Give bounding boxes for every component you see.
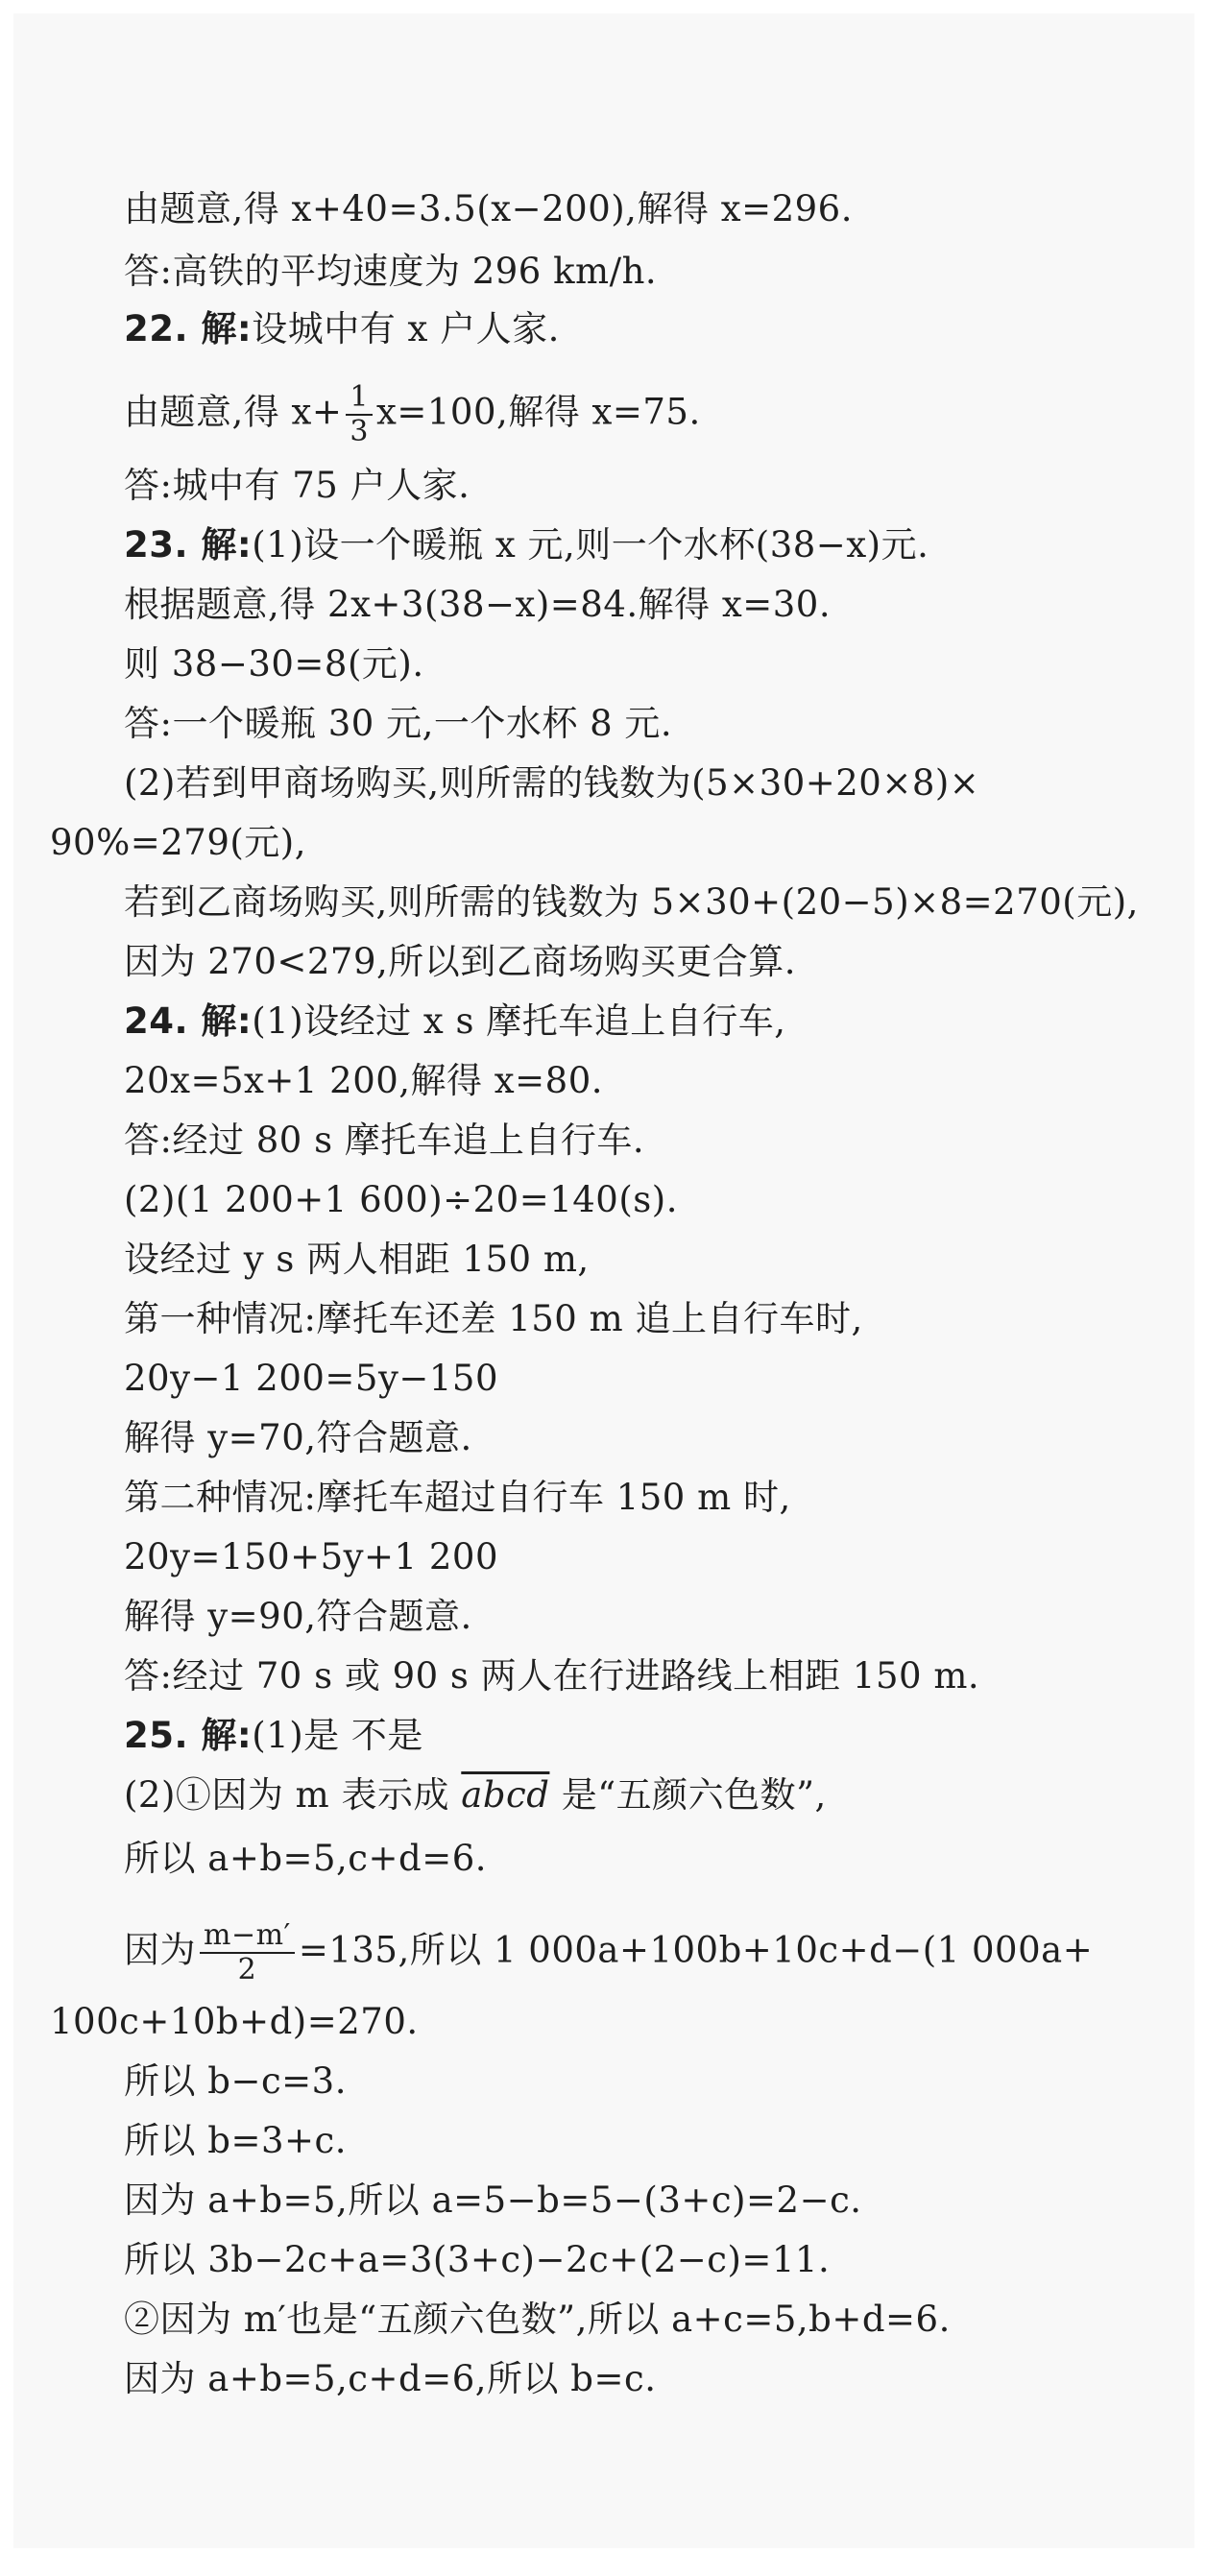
fraction: $\frac{m-m'}{2}$ [200,1919,295,1986]
text-line: 所以 b=3+c. [124,2120,347,2161]
text-line: 第一种情况:摩托车还差 150 m 追上自行车时, [124,1298,863,1339]
text-line: 所以 3b−2c+a=3(3+c)−2c+(2−c)=11. [124,2239,831,2280]
answer-page [13,13,1194,2548]
text-line: (2)若到甲商场购买,则所需的钱数为(5×30+20×8)× [124,762,980,804]
text-line: 则 38−30=8(元). [124,643,424,685]
text-line: 因为 a+b=5,所以 a=5−b=5−(3+c)=2−c. [124,2179,862,2221]
text-line: 由题意,得 x+40=3.5(x−200),解得 x=296. [124,188,853,229]
text-line: 解得 y=90,符合题意. [124,1596,472,1637]
text-line: 20y=150+5y+1 200 [124,1536,498,1577]
question-25-heading: 25. 解:(1)是 不是 [124,1715,423,1756]
text-line: ②因为 m′也是“五颜六色数”,所以 a+c=5,b+d=6. [124,2299,951,2340]
text-line: 答:经过 80 s 摩托车追上自行车. [124,1119,645,1161]
question-22-heading: 22. 解:设城中有 x 户人家. [124,308,560,349]
text-line: 因为 270<279,所以到乙商场购买更合算. [124,941,797,982]
text-line: 答:城中有 75 户人家. [124,465,470,506]
text-line: 20y−1 200=5y−150 [124,1358,498,1399]
text-line: 所以 a+b=5,c+d=6. [124,1838,488,1879]
text-line: 20x=5x+1 200,解得 x=80. [124,1060,604,1101]
text-line: (2)①因为 m 表示成 abcd 是“五颜六色数”, [124,1774,827,1816]
text-line: 因为 a+b=5,c+d=6,所以 b=c. [124,2358,657,2399]
equation-line: 因为 $\frac{m-m'}{2}$ =135,所以 1 000a+100b+10c+d−(1 000a+ [124,1918,1094,1986]
text-line: 第二种情况:摩托车超过自行车 150 m 时, [124,1477,791,1518]
text-line: 100c+10b+d)=270. [50,2001,419,2042]
text-line: 设经过 y s 两人相距 150 m, [124,1239,590,1280]
question-24-heading: 24. 解:(1)设经过 x s 摩托车追上自行车, [124,1000,786,1042]
text-line: 若到乙商场购买,则所需的钱数为 5×30+(20−5)×8=270(元), [124,881,1139,923]
fraction: $\frac{1}{3}$ [346,381,373,448]
text-line: 根据题意,得 2x+3(38−x)=84.解得 x=30. [124,584,832,625]
text-line: 解得 y=70,符合题意. [124,1417,472,1458]
text-line: (2)(1 200+1 600)÷20=140(s). [124,1179,678,1220]
text-line: 答:一个暖瓶 30 元,一个水杯 8 元. [124,703,673,744]
question-23-heading: 23. 解:(1)设一个暖瓶 x 元,则一个水杯(38−x)元. [124,524,929,566]
text-line: 90%=279(元), [50,822,306,863]
text-line: 答:高铁的平均速度为 296 km/h. [124,251,658,292]
text-line: 答:经过 70 s 或 90 s 两人在行进路线上相距 150 m. [124,1655,980,1697]
text-line: 所以 b−c=3. [124,2060,347,2102]
equation-line: 由题意,得 x+ $\frac{1}{3}$ x=100,解得 x=75. [124,380,701,448]
